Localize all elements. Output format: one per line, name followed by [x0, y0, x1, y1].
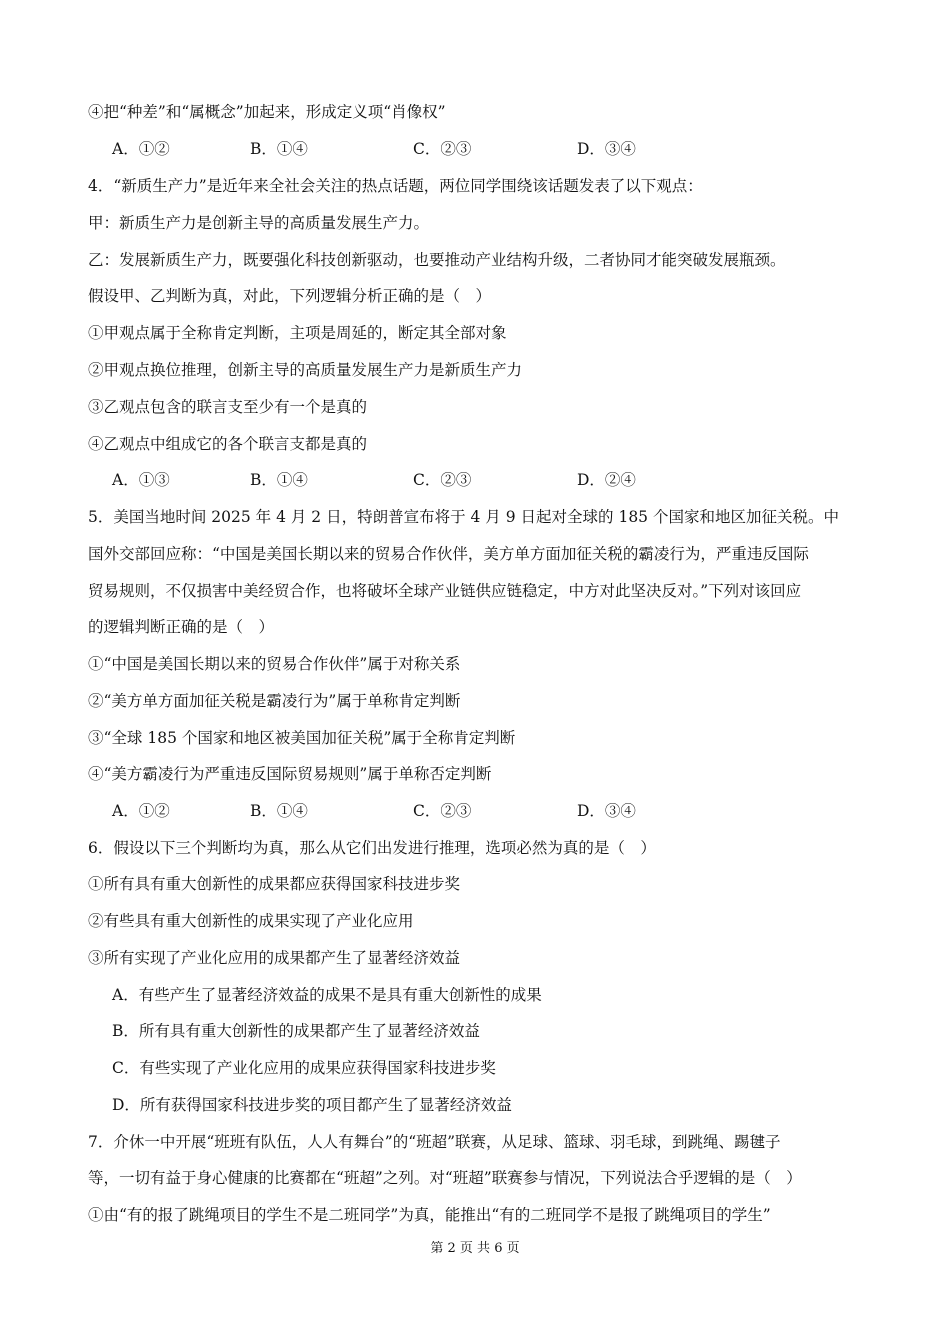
- text-line: 甲：新质生产力是创新主导的高质量发展生产力。: [88, 214, 430, 232]
- answer-option-d: D．所有获得国家科技进步奖的项目都产生了显著经济效益: [112, 1096, 512, 1114]
- option-d: D．③④: [577, 802, 636, 820]
- option-a: A．①②: [112, 802, 170, 820]
- text-line: 乙：发展新质生产力，既要强化科技创新驱动，也要推动产业结构升级，二者协同才能突破发展瓶颈。: [88, 251, 786, 269]
- answer-option-b: B．所有具有重大创新性的成果都产生了显著经济效益: [112, 1022, 480, 1040]
- text-line: ④乙观点中组成它的各个联言支都是真的: [88, 435, 368, 453]
- text-line: 贸易规则，不仅损害中美经贸合作，也将破坏全球产业链供应链稳定，中方对此坚决反对。”下列对该回应: [88, 582, 802, 600]
- text-line: 的逻辑判断正确的是（ ）: [88, 618, 275, 636]
- text-line: ①由“有的报了跳绳项目的学生不是二班同学”为真，能推出“有的二班同学不是报了跳绳项目的学生”: [88, 1206, 771, 1224]
- question-7-stem: 7．介休一中开展“班班有队伍，人人有舞台”的“班超”联赛，从足球、篮球、羽毛球，到跳绳、踢毽子: [88, 1133, 781, 1151]
- answer-options-q4: [0, 470, 950, 490]
- option-b: B．①④: [250, 140, 308, 158]
- text-line: ②“美方单方面加征关税是霸凌行为”属于单称肯定判断: [88, 692, 461, 710]
- answer-option-a: A．有些产生了显著经济效益的成果不是具有重大创新性的成果: [112, 986, 542, 1004]
- text-line: ①所有具有重大创新性的成果都应获得国家科技进步奖: [88, 875, 461, 893]
- text-line: ③“全球 185 个国家和地区被美国加征关税”属于全称肯定判断: [88, 729, 516, 747]
- text-line: 等，一切有益于身心健康的比赛都在“班超”之列。对“班超”联赛参与情况，下列说法合乎逻辑的是（ ）: [88, 1169, 802, 1187]
- option-c: C．②③: [413, 802, 472, 820]
- text-line: 国外交部回应称：“中国是美国长期以来的贸易合作伙伴，美方单方面加征关税的霸凌行为，严重违反国际: [88, 545, 809, 563]
- question-5-stem: 5．美国当地时间 2025 年 4 月 2 日，特朗普宣布将于 4 月 9 日起对全球的 185 个国家和地区加征关税。中: [88, 508, 839, 526]
- text-line: ②有些具有重大创新性的成果实现了产业化应用: [88, 912, 414, 930]
- page-footer: 第 2 页 共 6 页: [430, 1241, 520, 1256]
- option-c: C．②③: [413, 140, 472, 158]
- option-d: D．③④: [577, 140, 636, 158]
- option-a: A．①③: [112, 471, 170, 489]
- text-line: ④“美方霸凌行为严重违反国际贸易规则”属于单称否定判断: [88, 765, 492, 783]
- question-4-stem: 4．“新质生产力”是近年来全社会关注的热点话题，两位同学围绕该话题发表了以下观点：: [88, 177, 703, 195]
- option-b: B．①④: [250, 471, 308, 489]
- text-line: ③所有实现了产业化应用的成果都产生了显著经济效益: [88, 949, 461, 967]
- text-line: ①“中国是美国长期以来的贸易合作伙伴”属于对称关系: [88, 655, 461, 673]
- answer-option-c: C．有些实现了产业化应用的成果应获得国家科技进步奖: [112, 1059, 496, 1077]
- text-line: ②甲观点换位推理，创新主导的高质量发展生产力是新质生产力: [88, 361, 523, 379]
- text-line: ③乙观点包含的联言支至少有一个是真的: [88, 398, 368, 416]
- option-d: D．②④: [577, 471, 636, 489]
- text-line-1: ④把“种差”和“属概念”加起来，形成定义项“肖像权”: [88, 103, 446, 121]
- option-c: C．②③: [413, 471, 472, 489]
- text-line: ①甲观点属于全称肯定判断，主项是周延的，断定其全部对象: [88, 324, 507, 342]
- option-b: B．①④: [250, 802, 308, 820]
- question-6-stem: 6．假设以下三个判断均为真，那么从它们出发进行推理，选项必然为真的是（ ）: [88, 839, 656, 857]
- option-a: A．①②: [112, 140, 170, 158]
- text-line: 假设甲、乙判断为真，对此，下列逻辑分析正确的是（ ）: [88, 287, 492, 305]
- answer-options-q3: [0, 139, 950, 159]
- answer-options-q5: [0, 801, 950, 821]
